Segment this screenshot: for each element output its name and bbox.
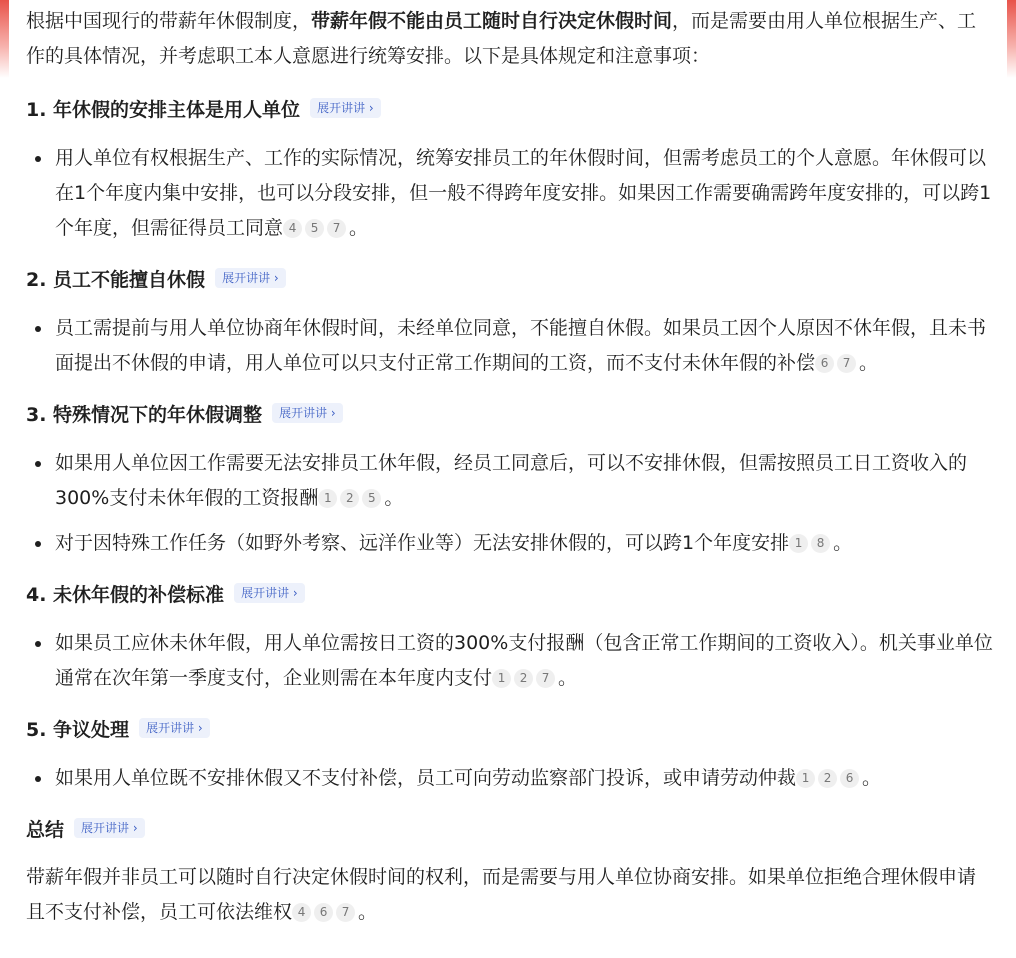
section-heading-5 <box>26 713 210 743</box>
section-heading-2 <box>26 263 286 293</box>
citation-badge[interactable]: 1 <box>318 489 337 508</box>
section-heading-3 <box>26 398 343 428</box>
intro-bold-text: 带薪年假不能由员工随时自行决定休假时间 <box>311 10 673 32</box>
expand-button[interactable]: 展开讲讲 › <box>310 98 381 118</box>
section-title: 4. 未休年假的补偿标准 <box>26 583 225 606</box>
section-title: 3. 特殊情况下的年休假调整 <box>26 403 263 426</box>
citation-badge[interactable]: 1 <box>492 669 511 688</box>
citation-badge[interactable]: 1 <box>796 769 815 788</box>
right-edge-accent <box>1007 0 1016 78</box>
citation-badge[interactable]: 2 <box>340 489 359 508</box>
citation-badge[interactable]: 5 <box>305 219 324 238</box>
list-item: 对于因特殊工作任务（如野外考察、远洋作业等）无法安排休假的，可以跨1个年度安排 1 8 。 <box>26 526 994 561</box>
citation-badge[interactable]: 7 <box>837 354 856 373</box>
citation-badge[interactable]: 7 <box>536 669 555 688</box>
citation-badge[interactable]: 4 <box>283 219 302 238</box>
citation-badge[interactable]: 5 <box>362 489 381 508</box>
intro-paragraph <box>26 4 994 74</box>
citation-badge[interactable]: 1 <box>789 534 808 553</box>
expand-button[interactable]: 展开讲讲 › <box>272 403 343 423</box>
summary-paragraph: 带薪年假并非员工可以随时自行决定休假时间的权利，而是需要与用人单位协商安排。如果单位拒绝合理休假申请且不支付补偿，员工可依法维权 4 6 7 。 <box>26 866 977 923</box>
list-item-text: 如果员工应休未休年假，用人单位需按日工资的300%支付报酬（包含正常工作期间的工资收入）。机关事业单位通常在次年第一季度支付，企业则需在本年度内支付 <box>55 632 993 689</box>
citation-badge[interactable]: 2 <box>514 669 533 688</box>
citation-badge[interactable]: 8 <box>811 534 830 553</box>
list-item-text: 如果用人单位既不安排休假又不支付补偿，员工可向劳动监察部门投诉，或申请劳动仲裁 <box>55 767 797 789</box>
section-title: 1. 年休假的安排主体是用人单位 <box>26 98 301 121</box>
left-edge-accent <box>0 0 9 78</box>
intro-text: 根据中国现行的带薪年休假制度， <box>26 10 312 32</box>
expand-button[interactable]: 展开讲讲 › <box>234 583 305 603</box>
citation-badge[interactable]: 2 <box>818 769 837 788</box>
section-title: 5. 争议处理 <box>26 718 130 741</box>
list-item-text: 对于因特殊工作任务（如野外考察、远洋作业等）无法安排休假的，可以跨1个年度安排 <box>55 532 790 554</box>
citation-badge[interactable]: 6 <box>815 354 834 373</box>
list-item: 如果员工应休未休年假，用人单位需按日工资的300%支付报酬（包含正常工作期间的工资收入）。机关事业单位通常在次年第一季度支付，企业则需在本年度内支付 1 2 7 。 <box>26 626 994 696</box>
list-item-text: 如果用人单位因工作需要无法安排员工休年假，经员工同意后，可以不安排休假，但需按照员工日工资收入的300%支付未休年假的工资报酬 <box>55 452 968 509</box>
expand-button[interactable]: 展开讲讲 › <box>74 818 145 838</box>
section-heading-1 <box>26 93 381 123</box>
list-item: 员工需提前与用人单位协商年休假时间，未经单位同意，不能擅自休假。如果员工因个人原因不休年假，且未书面提出不休假的申请，用人单位可以只支付正常工作期间的工资，而不支付未休年假的补偿 6 7 。 <box>26 311 994 381</box>
section-heading-4 <box>26 578 305 608</box>
summary-heading <box>26 813 145 843</box>
citation-badge[interactable]: 7 <box>327 219 346 238</box>
citation-badge[interactable]: 6 <box>840 769 859 788</box>
list-item: 如果用人单位因工作需要无法安排员工休年假，经员工同意后，可以不安排休假，但需按照员工日工资收入的300%支付未休年假的工资报酬 1 2 5 。 <box>26 446 994 516</box>
intro-text-rest: ，而是需要由用人单位根据生产、工作的具体情况，并考虑职工本人意愿进行统筹安排。以下是具体规定和注意事项： <box>26 10 977 67</box>
expand-button[interactable]: 展开讲讲 › <box>139 718 210 738</box>
summary-text: 带薪年假并非员工可以随时自行决定休假时间的权利，而是需要与用人单位协商安排。如果单位拒绝合理休假申请且不支付补偿，员工可依法维权 <box>26 866 977 923</box>
list-item-text: 员工需提前与用人单位协商年休假时间，未经单位同意，不能擅自休假。如果员工因个人原因不休年假，且未书面提出不休假的申请，用人单位可以只支付正常工作期间的工资，而不支付未休年假的补偿 <box>55 317 987 374</box>
list-item: 用人单位有权根据生产、工作的实际情况，统筹安排员工的年休假时间，但需考虑员工的个人意愿。年休假可以在1个年度内集中安排，也可以分段安排，但一般不得跨年度安排。如果因工作需要确需跨年度安排的，可以跨1个年度，但需征得员工同意 4 5 7 。 <box>26 141 994 246</box>
citation-badge[interactable]: 6 <box>314 903 333 922</box>
section-title: 2. 员工不能擅自休假 <box>26 268 206 291</box>
citation-badge[interactable]: 4 <box>292 903 311 922</box>
citation-badge[interactable]: 7 <box>336 903 355 922</box>
section-title: 总结 <box>26 818 65 841</box>
list-item-text: 用人单位有权根据生产、工作的实际情况，统筹安排员工的年休假时间，但需考虑员工的个人意愿。年休假可以在1个年度内集中安排，也可以分段安排，但一般不得跨年度安排。如果因工作需要确需跨年度安排的，可以跨1个年度，但需征得员工同意 <box>55 147 992 239</box>
expand-button[interactable]: 展开讲讲 › <box>215 268 286 288</box>
list-item: 如果用人单位既不安排休假又不支付补偿，员工可向劳动监察部门投诉，或申请劳动仲裁 1 2 6 。 <box>26 761 994 796</box>
